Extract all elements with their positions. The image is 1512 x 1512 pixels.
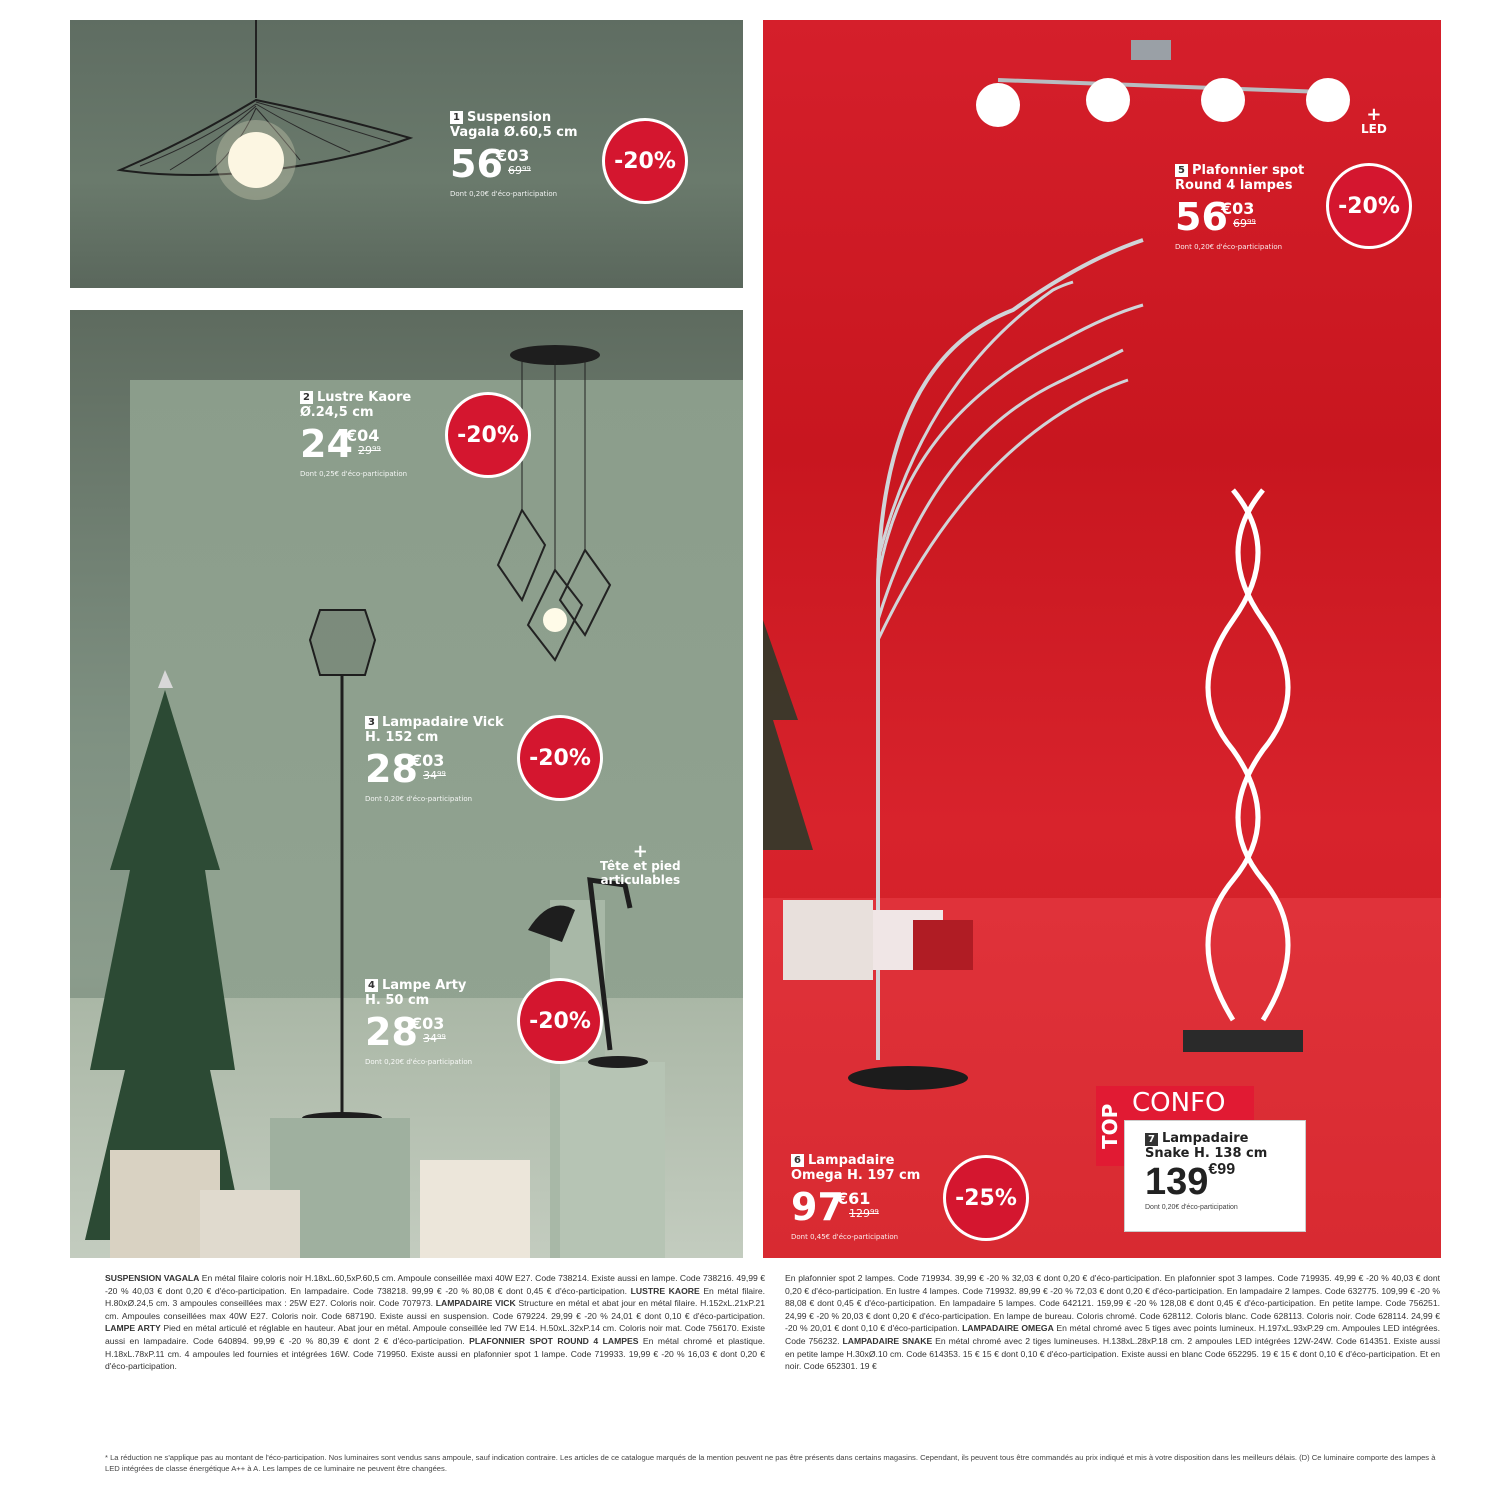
price-cents: €03 <box>411 751 445 770</box>
product-tag-4 <box>365 978 472 1066</box>
price <box>1175 195 1304 239</box>
eco-participation: Dont 0,20€ d'éco-participation <box>365 795 473 803</box>
product-label: LUSTRE KAORE <box>630 1285 700 1296</box>
product-detail: Structure en métal et abat jour en métal filaire. H.152xL.21xP.21 cm. Ampoules conseillées max 40W E27. Coloris noir. Code 687190. Existe aussi en suspension. Code 679224. 29,99 € -20 % 24,01 € dont 0,10 € d'éco-participation. <box>105 1298 765 1321</box>
product-detail: En métal chromé avec 2 tiges lumineuses. H.138xL.28xP.18 cm. 2 ampoules LED intégrées 12W-24W. Code 614351. Existe aussi en petite lampe H.30xØ.10 cm. Code 614353. 15 € 15 € dont 0,10 € d'éco-participation. Existe aussi en blanc Code 652295. 19 € 15 € dont 0,10 € d'éco-participation. Et en noir. Code 652301. 19 € <box>785 1335 1441 1372</box>
discount-badge: -25% <box>943 1155 1029 1241</box>
price-euros: 97 <box>791 1185 844 1229</box>
price-cents: €03 <box>411 1014 445 1033</box>
product-tag-6 <box>791 1153 920 1241</box>
product-label: SUSPENSION VAGALA <box>105 1273 200 1283</box>
price <box>300 422 411 466</box>
price <box>365 1010 472 1054</box>
discount-badge: -20% <box>602 118 688 204</box>
price <box>791 1185 920 1229</box>
product-label: LAMPE ARTY <box>105 1323 161 1334</box>
product-detail: En métal filaire coloris noir H.18xL.60,5xP.60,5 cm. Ampoule conseillée maxi 40W E27. Code 738214. Existe aussi en lampe. Code 738216. 49,99 € -20 % 40,03 € dont 0,20 € d'éco-participation. En lampadaire. Code 738218. 99,99 € -20 % 80,08 € dont 0,45 € d'éco-participation. <box>105 1273 766 1296</box>
price-cents: €61 <box>837 1189 871 1208</box>
product-number: 4 <box>365 979 378 992</box>
discount-badge: -20% <box>1326 163 1412 249</box>
discount-badge: -20% <box>517 978 603 1064</box>
product-detail: En métal filaire. H.80xØ.24,5 cm. 3 ampoules conseillées max : 25W E27. Coloris noir. Code 707973. <box>105 1285 765 1309</box>
feature-text: LED <box>1361 122 1387 136</box>
product-tag-3 <box>365 715 504 803</box>
top-label: TOP <box>1096 1086 1124 1166</box>
photo-suspension-vagala <box>70 20 743 288</box>
product-number: 5 <box>1175 164 1188 177</box>
product-label: LAMPADAIRE OMEGA <box>962 1323 1054 1334</box>
product-name: Lampadaire Omega H. 197 cm <box>791 1153 921 1183</box>
product-name: Suspension Vagala Ø.60,5 cm <box>450 110 578 140</box>
price-euros: 24 <box>300 422 353 466</box>
old-price: 34⁹⁹ <box>423 769 446 782</box>
product-tag-2 <box>300 390 411 478</box>
product-label: LAMPADAIRE VICK <box>435 1298 516 1309</box>
price <box>365 747 504 791</box>
feature-note-led <box>1361 104 1387 136</box>
plus-icon: + <box>632 841 648 862</box>
eco-participation: Dont 0,20€ d'éco-participation <box>1175 243 1283 251</box>
price-cents: €04 <box>346 426 380 445</box>
eco-participation: Dont 0,20€ d'éco-participation <box>450 190 558 198</box>
product-number: 6 <box>791 1154 804 1167</box>
price-cents: €03 <box>496 146 530 165</box>
product-detail: En métal chromé avec 5 tiges avec points lumineux. H.197xL.93xP.29 cm. Ampoules LED intégrées. Code 756232. <box>785 1323 1440 1346</box>
eco-participation: Dont 0,45€ d'éco-participation <box>791 1233 899 1241</box>
old-price: 69⁹⁹ <box>508 164 531 177</box>
photo-green-room <box>70 310 743 1258</box>
price-cents: €99 <box>1208 1161 1236 1178</box>
old-price: 29⁹⁹ <box>358 444 381 457</box>
product-label: PLAFONNIER SPOT ROUND 4 LAMPES <box>469 1335 639 1346</box>
product-number: 3 <box>365 716 378 729</box>
product-detail: En métal chromé et plastique. H.18xL.78xP.11 cm. 4 ampoules led fournies et intégrées 16W. Code 719950. Existe aussi en plafonnier spot 1 lampe. Code 719933. 19,99 € -20 % 16,03 € dont 0,20 € d'éco-participation. <box>105 1335 766 1372</box>
product-number: 1 <box>450 111 463 124</box>
product-tag-7 <box>1124 1120 1306 1232</box>
product-number: 2 <box>300 391 313 404</box>
product-tag-1 <box>450 110 578 198</box>
old-price: 129⁹⁹ <box>849 1207 879 1220</box>
product-detail: En plafonnier spot 2 lampes. Code 719934. 39,99 € -20 % 32,03 € dont 0,20 € d'éco-participation. En plafonnier spot 3 lampes. Code 719935. 49,99 € -20 % 40,03 € dont 0,20 € d'éco-participation. En lustre 4 lampes. Code 719932. 89,99 € -20 % 72,03 € dont 0,20 € d'éco-participation. En lampadaire 2 lampes. Code 632775. 109,99 € -20 % 88,08 € dont 0,45 € d'éco-participation. En lampadaire 5 lampes. Code 642121. 159,99 € -20 % 128,08 € dont 0,45 € d'éco-participation. En petite lampe. Code 756251. 24,99 € -20 % 20,03 € dont 0,20 € d'éco-participation. En lampe de bureau. Coloris chromé. Code 628112. Coloris blanc. Code 628113. Coloris noir. Code 628114. 24,99 € -20 % 20,01 € dont 0,10 € d'éco-participation. <box>785 1273 1440 1334</box>
footnote: * La réduction ne s'applique pas au montant de l'éco-participation. Nos luminaires sont vendus sans ampoule, sauf indication contraire. Les articles de ce catalogue marqués de la mention peuvent ne pas être présents dans certains magasins. Cependant, ils peuvent tous être commandés au prix indiqué et mis à votre disposition dans les meilleurs délais. (D) Ce luminaire comporte des lampes à LED intégrées de classe énergétique A++ à A. Les lampes de ce luminaire ne peuvent être changées. <box>105 1453 1436 1473</box>
product-name: Lampe Arty H. 50 cm <box>365 978 467 1008</box>
product-details-right <box>785 1272 1440 1373</box>
price-euros: 56 <box>1175 195 1228 239</box>
confo-label: CONFO <box>1124 1086 1254 1120</box>
product-name: Plafonnier spot Round 4 lampes <box>1175 163 1305 193</box>
price-euros: 28 <box>365 747 418 791</box>
product-details-left <box>105 1272 765 1373</box>
eco-participation: Dont 0,20€ d'éco-participation <box>1145 1204 1238 1211</box>
discount-badge: -20% <box>517 715 603 801</box>
old-price: 69⁹⁹ <box>1233 217 1256 230</box>
price-euros: 28 <box>365 1010 418 1054</box>
product-number: 7 <box>1145 1133 1158 1146</box>
plus-icon: + <box>1366 104 1382 125</box>
discount-badge: -20% <box>445 392 531 478</box>
price-euros: 56 <box>450 142 503 186</box>
price-cents: €03 <box>1221 199 1255 218</box>
photo-red-room <box>763 20 1441 1258</box>
feature-text: Tête et pied articulables <box>600 859 681 887</box>
product-name: Lampadaire Snake H. 138 cm <box>1145 1131 1268 1161</box>
price <box>450 142 578 186</box>
eco-participation: Dont 0,20€ d'éco-participation <box>365 1058 473 1066</box>
eco-participation: Dont 0,25€ d'éco-participation <box>300 470 408 478</box>
feature-note <box>600 841 681 887</box>
old-price: 34⁹⁹ <box>423 1032 446 1045</box>
product-name: Lampadaire Vick H. 152 cm <box>365 715 504 745</box>
product-label: LAMPADAIRE SNAKE <box>842 1335 933 1346</box>
product-detail: Pied en métal articulé et réglable en hauteur. Abat jour en métal. Ampoule conseillée led 7W E14. H.50xL.32xP.14 cm. Coloris noir mat. Code 756170. Existe aussi en lampadaire. Code 640894. 99,99 € -20 % 80,39 € dont 2 € d'éco-participation. <box>105 1323 766 1346</box>
product-name: Lustre Kaore Ø.24,5 cm <box>300 390 412 420</box>
price <box>1125 1161 1305 1204</box>
product-tag-5 <box>1175 163 1304 251</box>
price-euros: 139 <box>1145 1161 1209 1203</box>
